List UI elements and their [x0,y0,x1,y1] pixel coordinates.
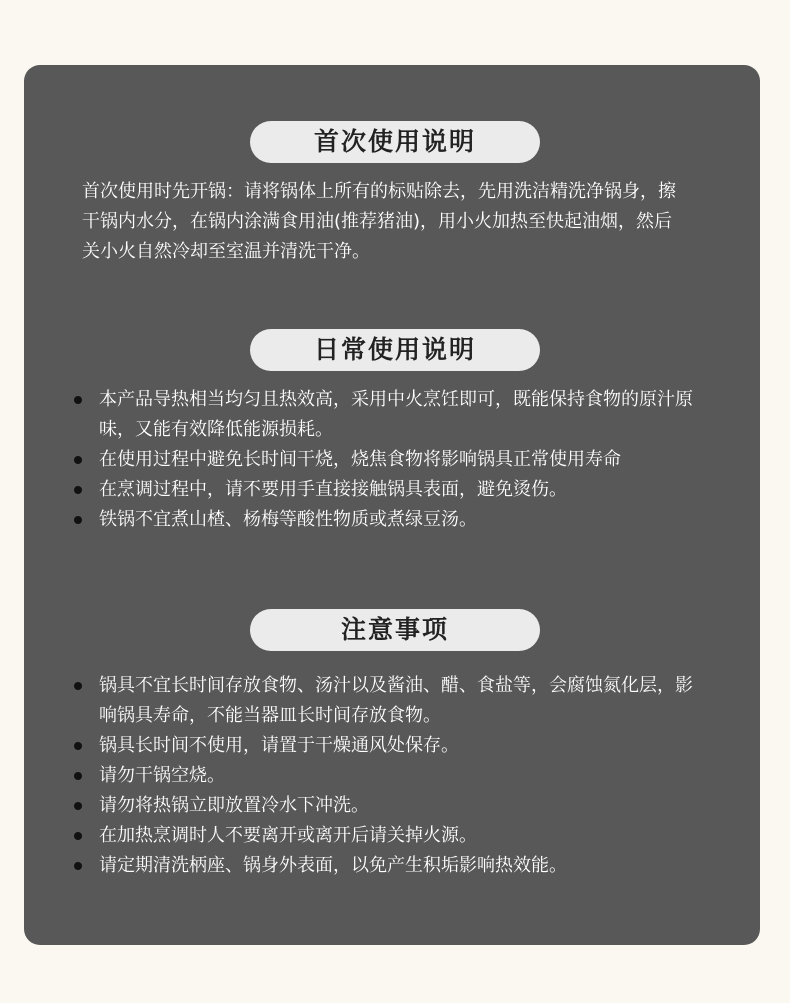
bullet-icon [74,742,82,750]
list-item-text: 锅具长时间不使用，请置于干燥通风处保存。 [99,735,459,756]
section-title-first-use: 首次使用说明 [250,121,540,163]
bullet-icon [74,832,82,840]
list-item [74,475,694,505]
bullet-icon [74,682,82,690]
bullet-icon [74,456,82,464]
list-item [74,851,694,881]
list-item [74,731,694,761]
list-item-text: 请定期清洗柄座、锅身外表面，以免产生积垢影响热效能。 [99,855,567,876]
list-item-text: 本产品导热相当均匀且热效高，采用中火烹饪即可，既能保持食物的原汁原味，又能有效降低能源损耗。 [99,389,693,440]
list-item-text: 铁锅不宜煮山楂、杨梅等酸性物质或煮绿豆汤。 [99,509,477,530]
list-item [74,791,694,821]
bullet-icon [74,862,82,870]
first-use-paragraph: 首次使用时先开锅：请将锅体上所有的标贴除去，先用洗洁精洗净锅身，擦干锅内水分，在锅内涂满食用油(推荐猪油)，用小火加热至快起油烟，然后关小火自然冷却至室温并清洗干净。 [82,181,676,262]
bullet-icon [74,802,82,810]
bullet-icon [74,772,82,780]
list-item-text: 请勿将热锅立即放置冷水下冲洗。 [99,795,369,816]
section-title-daily-use: 日常使用说明 [250,329,540,371]
list-item-text: 在烹调过程中，请不要用手直接接触锅具表面，避免烫伤。 [99,479,567,500]
list-item [74,671,694,731]
list-item-text: 在加热烹调时人不要离开或离开后请关掉火源。 [99,825,477,846]
list-item-text: 请勿干锅空烧。 [99,765,225,786]
list-item [74,385,694,445]
bullet-icon [74,396,82,404]
list-item-text: 在使用过程中避免长时间干烧，烧焦食物将影响锅具正常使用寿命 [99,449,621,470]
bullet-icon [74,486,82,494]
list-item [74,821,694,851]
list-item [74,505,694,535]
notes-list [74,671,694,881]
daily-use-list [74,385,694,535]
bullet-icon [74,516,82,524]
list-item [74,445,694,475]
instructions-card [24,65,760,945]
section-title-notes: 注意事项 [250,609,540,651]
list-item-text: 锅具不宜长时间存放食物、汤汁以及酱油、醋、食盐等，会腐蚀氮化层，影响锅具寿命，不能当器皿长时间存放食物。 [99,675,693,726]
list-item [74,761,694,791]
